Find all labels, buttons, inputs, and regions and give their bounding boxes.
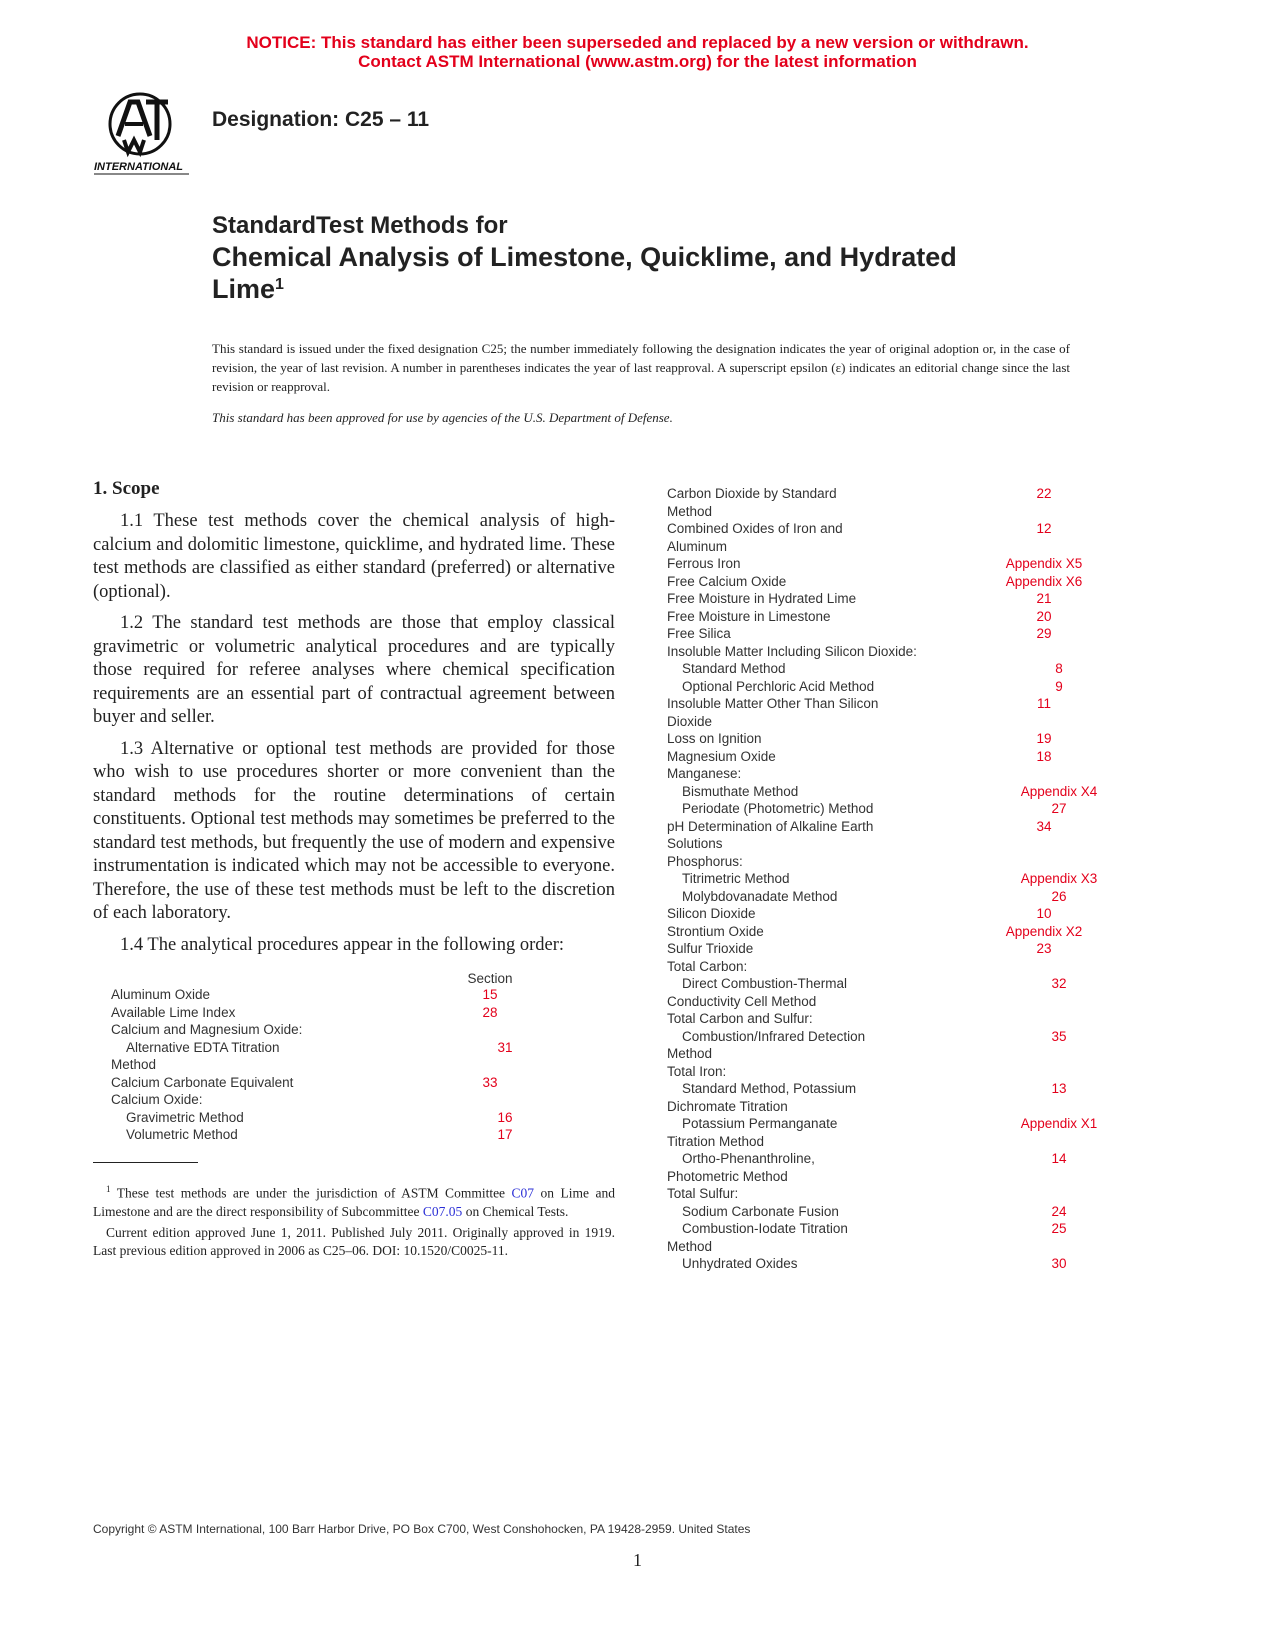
- toc-section-ref: [989, 1063, 1099, 1081]
- toc-section-ref[interactable]: 12: [1036, 521, 1052, 536]
- toc-section-ref[interactable]: 20: [1036, 608, 1052, 624]
- toc-label: Standard Method, Potassium: [682, 1081, 857, 1096]
- committee-link[interactable]: C07: [511, 1185, 535, 1201]
- toc-label: Silicon Dioxide: [667, 906, 756, 921]
- toc-row: [667, 538, 1114, 556]
- toc-row: [667, 573, 1114, 591]
- toc-row: [667, 1010, 1114, 1028]
- toc-label: Combustion/Infrared Detection: [682, 1028, 866, 1044]
- toc-section-ref[interactable]: Appendix X3: [1020, 871, 1098, 886]
- toc-section-ref: [989, 1133, 1099, 1151]
- toc-section-ref[interactable]: 26: [1051, 888, 1067, 904]
- toc-section-ref[interactable]: 30: [1051, 1256, 1067, 1271]
- toc-section-ref[interactable]: 25: [1051, 1221, 1067, 1236]
- toc-row: [667, 783, 1114, 801]
- toc-label: Volumetric Method: [126, 1127, 238, 1142]
- toc-row: [667, 1220, 1114, 1238]
- toc-section-ref: [989, 1098, 1099, 1116]
- toc-label: Calcium and Magnesium Oxide:: [111, 1022, 303, 1037]
- toc-section-ref[interactable]: 29: [1036, 626, 1052, 641]
- toc-label: Titrimetric Method: [682, 871, 790, 886]
- title-line-3: Lime: [212, 274, 276, 304]
- toc-section-ref[interactable]: 22: [1036, 486, 1052, 501]
- toc-section-ref[interactable]: 34: [1036, 818, 1052, 834]
- footnote-text-c: on Chemical Tests.: [462, 1204, 569, 1219]
- toc-section-ref[interactable]: 8: [1055, 661, 1063, 676]
- footnote-text-a: These test methods are under the jurisdiction of ASTM Committee: [116, 1185, 512, 1201]
- toc-row: [111, 1091, 554, 1109]
- toc-row: [667, 1080, 1114, 1098]
- toc-label: Ortho-Phenanthroline,: [682, 1151, 815, 1166]
- toc-label: Molybdovanadate Method: [682, 888, 838, 904]
- toc-label: Aluminum: [667, 538, 728, 554]
- toc-section-ref: [989, 538, 1099, 556]
- toc-section-ref: [989, 1010, 1099, 1028]
- toc-section-ref[interactable]: 16: [497, 1109, 513, 1125]
- toc-label: Combined Oxides of Iron and: [667, 521, 843, 536]
- toc-section-ref[interactable]: 23: [1036, 941, 1052, 956]
- toc-label: Gravimetric Method: [126, 1109, 244, 1125]
- toc-row: [111, 1126, 554, 1144]
- toc-label: Direct Combustion-Thermal: [682, 976, 848, 991]
- toc-label: Loss on Ignition: [667, 731, 762, 746]
- toc-row: [667, 1255, 1114, 1273]
- toc-section-ref: [989, 643, 1099, 661]
- toc-section-ref: [989, 835, 1099, 853]
- toc-row: [667, 1203, 1114, 1221]
- footnotes: [93, 1180, 615, 1263]
- toc-label: Aluminum Oxide: [111, 987, 211, 1002]
- toc-row: [667, 1063, 1114, 1081]
- toc-row: [667, 958, 1114, 976]
- toc-section-ref[interactable]: 9: [1055, 678, 1063, 694]
- toc-label: Dioxide: [667, 713, 713, 729]
- toc-section-ref: [989, 713, 1099, 731]
- toc-row: [667, 660, 1114, 678]
- toc-label: Combustion-Iodate Titration: [682, 1221, 848, 1236]
- toc-section-ref: [989, 993, 1099, 1011]
- notice-line-1: NOTICE: This standard has either been superseded and replaced by a new version or withdrawn.: [246, 33, 1029, 52]
- toc-label: Calcium Carbonate Equivalent: [111, 1074, 294, 1090]
- issue-statement: This standard is issued under the fixed designation C25; the number immediately following the designation indicates the year of original adoption or, in the case of revision, the year of last revision. A number in parentheses indicates the year of last reapproval. A superscript epsilon (ε) indicates an editorial change since the last revision or reapproval.: [212, 341, 1070, 394]
- toc-label: Method: [667, 503, 713, 519]
- toc-label: Insoluble Matter Including Silicon Dioxide:: [667, 643, 917, 659]
- toc-section-ref[interactable]: 14: [1051, 1151, 1067, 1166]
- toc-row: [667, 730, 1114, 748]
- toc-section-ref[interactable]: 13: [1051, 1081, 1067, 1096]
- toc-section-ref[interactable]: 24: [1051, 1203, 1067, 1219]
- scope-paragraph-3: 1.3 Alternative or optional test methods are provided for those who wish to use procedures shorter or more convenient than the standard methods for the routine determinations of certain constituents. Optional test methods may sometimes be preferred to the standard test methods, but frequently the use of modern and expensive instrumentation is indicated which may not be accessible to everyone. Therefore, the use of these test methods must be left to the discretion of each laboratory.: [93, 738, 615, 923]
- toc-label: Unhydrated Oxides: [682, 1256, 798, 1271]
- toc-section-ref[interactable]: 17: [497, 1127, 513, 1142]
- title-line-2: Chemical Analysis of Limestone, Quicklime, and Hydrated: [212, 242, 957, 272]
- footnote-text-b: on Lime and Limestone and are the direct responsibility of Subcommittee: [93, 1185, 616, 1219]
- toc-label: Phosphorus:: [667, 853, 743, 869]
- dod-statement: This standard has been approved for use by agencies of the U.S. Department of Defense.: [212, 410, 673, 425]
- subcommittee-link[interactable]: C07.05: [422, 1204, 463, 1219]
- toc-row: [111, 1074, 554, 1092]
- toc-row: [667, 870, 1114, 888]
- toc-row: [111, 1056, 554, 1074]
- toc-row: [667, 748, 1114, 766]
- toc-row: [667, 1185, 1114, 1203]
- scope-section: [93, 478, 615, 965]
- toc-row: [667, 940, 1114, 958]
- toc-section-ref[interactable]: 32: [1051, 976, 1067, 991]
- toc-section-header: Section: [467, 971, 513, 986]
- copyright: Copyright © ASTM International, 100 Barr Harbor Drive, PO Box C700, West Conshohocken, PA 19428-2959. United States: [93, 1522, 751, 1536]
- footnote-mark: 1: [106, 1184, 111, 1194]
- toc-section-ref: [989, 503, 1099, 521]
- toc-row: [667, 1133, 1114, 1151]
- toc-right-list: [667, 485, 1114, 1273]
- toc-row: [667, 1238, 1114, 1256]
- toc-label: Calcium Oxide:: [111, 1092, 203, 1107]
- toc-row: [667, 765, 1114, 783]
- toc-row: [111, 1021, 554, 1039]
- toc-label: Insoluble Matter Other Than Silicon: [667, 696, 879, 711]
- toc-row: [111, 986, 554, 1004]
- toc-row: [111, 1004, 554, 1022]
- title-footnote-mark: 1: [275, 276, 284, 293]
- toc-row: [667, 905, 1114, 923]
- toc-section-ref[interactable]: Appendix X1: [1020, 1116, 1098, 1131]
- toc-label: Periodate (Photometric) Method: [682, 801, 874, 816]
- scope-paragraph-1: 1.1 These test methods cover the chemical analysis of high-calcium and dolomitic limestone, quicklime, and hydrated lime. These test methods are classified as either standard (preferred) or alternative (optional).: [93, 511, 615, 602]
- toc-label: Method: [667, 1046, 713, 1061]
- toc-row: [667, 695, 1114, 713]
- footnote-1: [93, 1180, 615, 1222]
- toc-section-ref: [441, 1056, 539, 1074]
- toc-row: [667, 1098, 1114, 1116]
- toc-section-ref: [989, 853, 1099, 871]
- toc-row: [667, 1028, 1114, 1046]
- logo-wordmark: INTERNATIONAL: [94, 161, 184, 173]
- toc-row: [667, 555, 1114, 573]
- toc-section-ref[interactable]: 18: [1036, 748, 1052, 764]
- toc-row: [667, 975, 1114, 993]
- toc-section-ref[interactable]: 19: [1036, 731, 1052, 746]
- toc-label: Available Lime Index: [111, 1004, 236, 1020]
- astm-logo: [94, 90, 194, 180]
- toc-section-ref: [989, 958, 1099, 976]
- toc-label: Method: [667, 1238, 713, 1254]
- toc-label: Free Moisture in Hydrated Lime: [667, 591, 857, 606]
- footnote-divider: [93, 1162, 198, 1163]
- toc-section-ref: [989, 765, 1099, 783]
- toc-section-ref: [989, 1185, 1099, 1203]
- footnote-edition: Current edition approved June 1, 2011. Published July 2011. Originally approved in 1919. Last previous edition approved in 2006 as C25–06. DOI: 10.1520/C0025-11.: [93, 1224, 615, 1258]
- scope-heading: 1. Scope: [93, 478, 160, 499]
- toc-section-ref: [989, 1045, 1099, 1063]
- toc-section-ref[interactable]: 10: [1036, 906, 1052, 921]
- toc-section-ref[interactable]: 35: [1051, 1028, 1067, 1044]
- scope-paragraph-4: 1.4 The analytical procedures appear in the following order:: [120, 934, 565, 955]
- toc-label: Titration Method: [667, 1133, 765, 1149]
- toc-row: [667, 485, 1114, 503]
- toc-label: Total Sulfur:: [667, 1186, 739, 1201]
- toc-row: [667, 608, 1114, 626]
- toc-label: Free Calcium Oxide: [667, 573, 787, 589]
- toc-label: Total Carbon and Sulfur:: [667, 1011, 813, 1026]
- toc-label: Solutions: [667, 836, 723, 851]
- toc-row: [667, 1115, 1114, 1133]
- toc-row: [667, 713, 1114, 731]
- toc-label: Manganese:: [667, 766, 742, 781]
- toc-label: Magnesium Oxide: [667, 748, 776, 764]
- toc-section-ref[interactable]: Appendix X2: [1005, 923, 1083, 939]
- toc-row: [667, 853, 1114, 871]
- notice-banner: [0, 33, 1275, 71]
- toc-section-ref: [441, 1021, 539, 1039]
- toc-label: Standard Method: [682, 661, 786, 676]
- toc-section-ref: [441, 1091, 539, 1109]
- toc-section-ref[interactable]: 33: [482, 1074, 498, 1090]
- toc-left-list: [111, 986, 554, 1144]
- toc-label: Bismuthate Method: [682, 783, 799, 799]
- toc-section-ref[interactable]: 15: [482, 987, 498, 1002]
- toc-label: Total Carbon:: [667, 958, 748, 974]
- toc-label: Free Moisture in Limestone: [667, 608, 831, 624]
- toc-row: [667, 1150, 1114, 1168]
- toc-section-ref[interactable]: 28: [482, 1004, 498, 1020]
- toc-row: [111, 1039, 554, 1057]
- toc-section-ref[interactable]: 31: [497, 1039, 513, 1055]
- toc-row: [667, 818, 1114, 836]
- toc-section-ref: [989, 1238, 1099, 1256]
- toc-label: Carbon Dioxide by Standard: [667, 486, 837, 501]
- toc-section-ref[interactable]: Appendix X6: [1005, 573, 1083, 589]
- title-line-1: StandardTest Methods for: [212, 212, 508, 239]
- toc-row: [667, 520, 1114, 538]
- toc-row: [667, 888, 1114, 906]
- toc-label: pH Determination of Alkaline Earth: [667, 818, 874, 834]
- toc-section-ref[interactable]: 21: [1036, 591, 1052, 606]
- toc-section-ref[interactable]: 11: [1036, 696, 1051, 711]
- designation: Designation: C25 – 11: [212, 108, 430, 131]
- toc-label: Ferrous Iron: [667, 556, 741, 571]
- toc-section-ref[interactable]: Appendix X4: [1020, 783, 1098, 799]
- toc-row: [111, 1109, 554, 1127]
- toc-label: Total Iron:: [667, 1063, 727, 1079]
- toc-row: [667, 923, 1114, 941]
- toc-row: [667, 993, 1114, 1011]
- toc-label: Sodium Carbonate Fusion: [682, 1203, 839, 1219]
- toc-row: [667, 678, 1114, 696]
- toc-label: Potassium Permanganate: [682, 1116, 838, 1131]
- toc-label: Method: [111, 1057, 157, 1072]
- toc-label: Sulfur Trioxide: [667, 941, 754, 956]
- toc-section-ref[interactable]: Appendix X5: [1005, 556, 1083, 571]
- toc-label: Photometric Method: [667, 1168, 788, 1184]
- notice-line-2: Contact ASTM International (www.astm.org) for the latest information: [358, 52, 917, 71]
- toc-section-ref: [989, 1168, 1099, 1186]
- toc-row: [667, 835, 1114, 853]
- document-title: [212, 211, 1092, 305]
- toc-row: [667, 503, 1114, 521]
- toc-row: [667, 800, 1114, 818]
- toc-label: Alternative EDTA Titration: [126, 1039, 280, 1055]
- toc-label: Strontium Oxide: [667, 923, 764, 939]
- page-number: 1: [633, 1550, 642, 1570]
- toc-section-ref[interactable]: 27: [1051, 801, 1067, 816]
- toc-label: Conductivity Cell Method: [667, 993, 817, 1009]
- toc-label: Optional Perchloric Acid Method: [682, 678, 875, 694]
- astm-emblem-icon: [94, 90, 194, 180]
- toc-row: [667, 590, 1114, 608]
- toc-label: Free Silica: [667, 626, 731, 641]
- toc-label: Dichromate Titration: [667, 1098, 788, 1114]
- toc-row: [667, 643, 1114, 661]
- toc-row: [667, 1168, 1114, 1186]
- scope-paragraph-2: 1.2 The standard test methods are those that employ classical gravimetric or volumetric analytical procedures and are typically those required for referee analyses where chemical specification requirements are an essential part of contractual agreement between buyer and seller.: [93, 613, 615, 727]
- toc-row: [667, 1045, 1114, 1063]
- toc-row: [667, 625, 1114, 643]
